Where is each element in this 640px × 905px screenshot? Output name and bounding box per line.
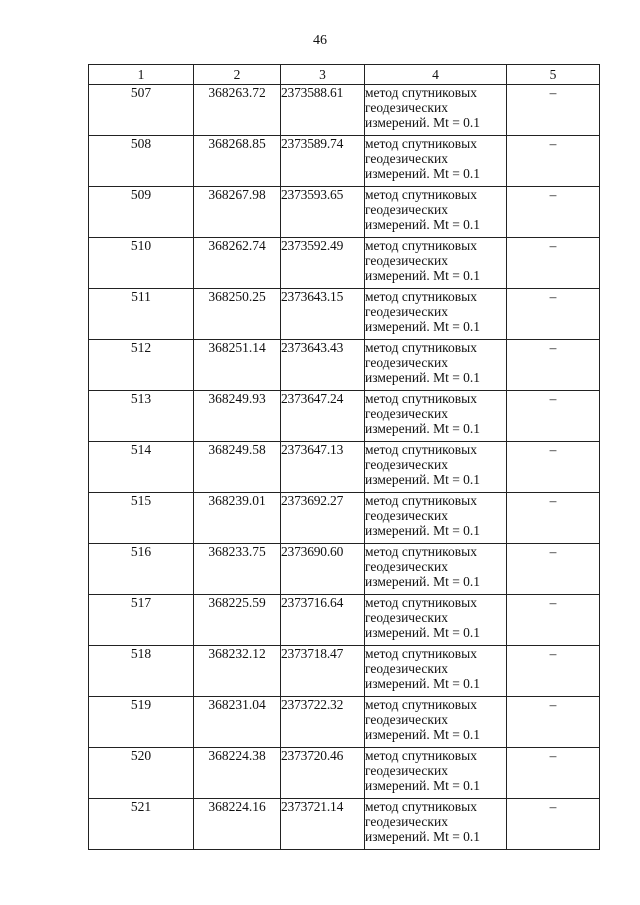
note-cell: –: [507, 544, 600, 595]
table-row: [89, 391, 600, 442]
table-row: [89, 493, 600, 544]
column-header: 3: [281, 65, 365, 85]
method-cell: метод спутниковых геодезических измерений. Mt = 0.1: [365, 493, 507, 544]
x-coordinate-cell: 368250.25: [194, 289, 281, 340]
table-header-row: [89, 65, 600, 85]
column-header: 2: [194, 65, 281, 85]
point-number-cell: 515: [89, 493, 194, 544]
point-number-cell: 518: [89, 646, 194, 697]
point-number-cell: 521: [89, 799, 194, 850]
point-number-cell: 512: [89, 340, 194, 391]
method-cell: метод спутниковых геодезических измерений. Mt = 0.1: [365, 187, 507, 238]
x-coordinate-cell: 368224.38: [194, 748, 281, 799]
note-cell: –: [507, 697, 600, 748]
method-cell: метод спутниковых геодезических измерений. Mt = 0.1: [365, 799, 507, 850]
column-header: 4: [365, 65, 507, 85]
point-number-cell: 514: [89, 442, 194, 493]
method-cell: метод спутниковых геодезических измерений. Mt = 0.1: [365, 238, 507, 289]
x-coordinate-cell: 368263.72: [194, 85, 281, 136]
table-row: [89, 85, 600, 136]
column-header: 1: [89, 65, 194, 85]
table-row: [89, 238, 600, 289]
y-coordinate-cell: 2373720.46: [281, 748, 365, 799]
table-row: [89, 697, 600, 748]
method-cell: метод спутниковых геодезических измерений. Mt = 0.1: [365, 289, 507, 340]
x-coordinate-cell: 368249.93: [194, 391, 281, 442]
point-number-cell: 516: [89, 544, 194, 595]
y-coordinate-cell: 2373690.60: [281, 544, 365, 595]
point-number-cell: 520: [89, 748, 194, 799]
table-row: [89, 595, 600, 646]
y-coordinate-cell: 2373643.15: [281, 289, 365, 340]
x-coordinate-cell: 368224.16: [194, 799, 281, 850]
x-coordinate-cell: 368267.98: [194, 187, 281, 238]
note-cell: –: [507, 646, 600, 697]
method-cell: метод спутниковых геодезических измерений. Mt = 0.1: [365, 544, 507, 595]
table-row: [89, 799, 600, 850]
note-cell: –: [507, 442, 600, 493]
note-cell: –: [507, 595, 600, 646]
method-cell: метод спутниковых геодезических измерений. Mt = 0.1: [365, 646, 507, 697]
table-row: [89, 289, 600, 340]
y-coordinate-cell: 2373592.49: [281, 238, 365, 289]
y-coordinate-cell: 2373588.61: [281, 85, 365, 136]
x-coordinate-cell: 368233.75: [194, 544, 281, 595]
note-cell: –: [507, 391, 600, 442]
x-coordinate-cell: 368239.01: [194, 493, 281, 544]
y-coordinate-cell: 2373643.43: [281, 340, 365, 391]
method-cell: метод спутниковых геодезических измерений. Mt = 0.1: [365, 85, 507, 136]
x-coordinate-cell: 368262.74: [194, 238, 281, 289]
note-cell: –: [507, 85, 600, 136]
method-cell: метод спутниковых геодезических измерений. Mt = 0.1: [365, 595, 507, 646]
note-cell: –: [507, 238, 600, 289]
method-cell: метод спутниковых геодезических измерений. Mt = 0.1: [365, 136, 507, 187]
method-cell: метод спутниковых геодезических измерений. Mt = 0.1: [365, 340, 507, 391]
y-coordinate-cell: 2373692.27: [281, 493, 365, 544]
x-coordinate-cell: 368249.58: [194, 442, 281, 493]
coordinates-table: [88, 64, 600, 850]
note-cell: –: [507, 136, 600, 187]
table-row: [89, 136, 600, 187]
table-body: [89, 85, 600, 850]
point-number-cell: 517: [89, 595, 194, 646]
point-number-cell: 510: [89, 238, 194, 289]
y-coordinate-cell: 2373721.14: [281, 799, 365, 850]
method-cell: метод спутниковых геодезических измерений. Mt = 0.1: [365, 391, 507, 442]
x-coordinate-cell: 368225.59: [194, 595, 281, 646]
note-cell: –: [507, 799, 600, 850]
point-number-cell: 509: [89, 187, 194, 238]
column-header: 5: [507, 65, 600, 85]
method-cell: метод спутниковых геодезических измерений. Mt = 0.1: [365, 697, 507, 748]
table-row: [89, 544, 600, 595]
y-coordinate-cell: 2373593.65: [281, 187, 365, 238]
table-row: [89, 748, 600, 799]
point-number-cell: 511: [89, 289, 194, 340]
table-row: [89, 187, 600, 238]
point-number-cell: 508: [89, 136, 194, 187]
method-cell: метод спутниковых геодезических измерений. Mt = 0.1: [365, 442, 507, 493]
y-coordinate-cell: 2373589.74: [281, 136, 365, 187]
note-cell: –: [507, 493, 600, 544]
y-coordinate-cell: 2373647.24: [281, 391, 365, 442]
y-coordinate-cell: 2373718.47: [281, 646, 365, 697]
note-cell: –: [507, 748, 600, 799]
point-number-cell: 507: [89, 85, 194, 136]
table-row: [89, 442, 600, 493]
method-cell: метод спутниковых геодезических измерений. Mt = 0.1: [365, 748, 507, 799]
note-cell: –: [507, 340, 600, 391]
x-coordinate-cell: 368268.85: [194, 136, 281, 187]
x-coordinate-cell: 368231.04: [194, 697, 281, 748]
y-coordinate-cell: 2373716.64: [281, 595, 365, 646]
point-number-cell: 519: [89, 697, 194, 748]
point-number-cell: 513: [89, 391, 194, 442]
note-cell: –: [507, 289, 600, 340]
table-row: [89, 646, 600, 697]
y-coordinate-cell: 2373722.32: [281, 697, 365, 748]
x-coordinate-cell: 368232.12: [194, 646, 281, 697]
x-coordinate-cell: 368251.14: [194, 340, 281, 391]
note-cell: –: [507, 187, 600, 238]
y-coordinate-cell: 2373647.13: [281, 442, 365, 493]
page-number: 46: [313, 33, 327, 48]
table-row: [89, 340, 600, 391]
